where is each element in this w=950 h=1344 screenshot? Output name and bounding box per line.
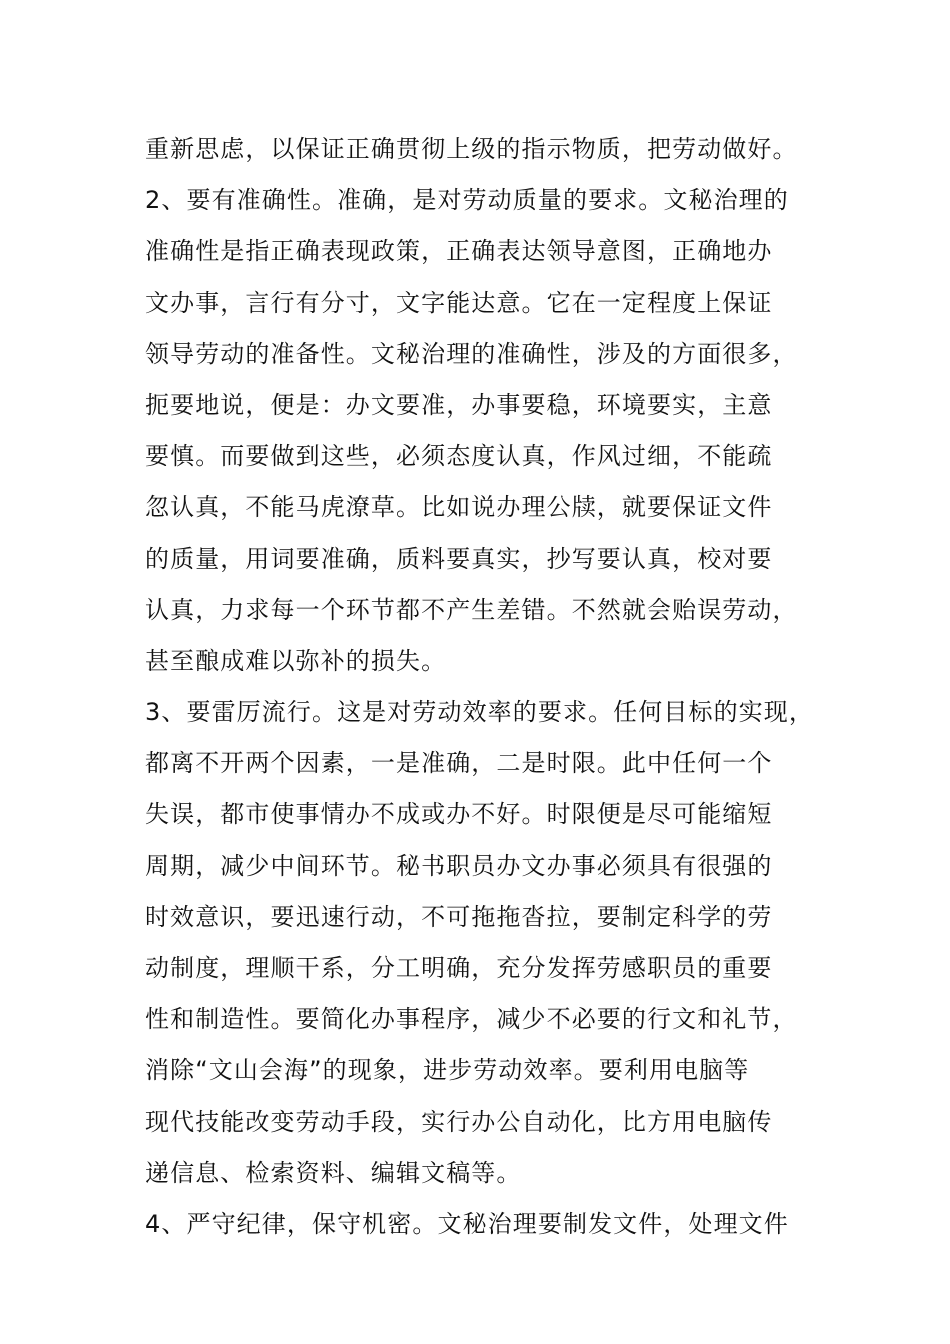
text-line: 都离不开两个因素，一是准确，二是时限。此中任何一个 xyxy=(145,749,773,778)
text-line: 扼要地说，便是：办文要准，办事要稳，环境要实，主意 xyxy=(145,390,773,419)
text-line: 忽认真，不能马虎潦草。比如说办理公牍，就要保证文件 xyxy=(145,493,773,522)
text-line: 时效意识，要迅速行动，不可拖拖沓拉，要制定科学的劳 xyxy=(145,902,773,931)
text-line: 领导劳动的准备性。文秘治理的准确性，涉及的方面很多， xyxy=(145,339,798,368)
text-line: 周期，减少中间环节。秘书职员办文办事必须具有很强的 xyxy=(145,851,773,880)
text-line: 的质量，用词要准确，质料要真实，抄写要认真，校对要 xyxy=(145,544,773,573)
text-line: 认真，力求每一个环节都不产生差错。不然就会贻误劳动， xyxy=(145,595,798,624)
text-line: 要慎。而要做到这些，必须态度认真，作风过细，不能疏 xyxy=(145,442,773,471)
text-line: 甚至酿成难以弥补的损失。 xyxy=(145,646,447,675)
text-line: 准确性是指正确表现政策，正确表达领导意图，正确地办 xyxy=(145,237,773,266)
document-body xyxy=(145,124,815,1250)
text-line: 现代技能改变劳动手段，实行办公自动化，比方用电脑传 xyxy=(145,1107,773,1136)
text-line: 动制度，理顺干系，分工明确，充分发挥劳感职员的重要 xyxy=(145,954,773,982)
text-line: 失误，都市使事情办不成或办不好。时限便是尽可能缩短 xyxy=(145,800,773,829)
text-line: 2、要有准确性。准确，是对劳动质量的要求。文秘治理的 xyxy=(145,186,789,215)
text-line: 重新思虑，以保证正确贯彻上级的指示物质，把劳动做好。 xyxy=(145,135,798,163)
text-line: 消除“文山会海”的现象，进步劳动效率。要利用电脑等 xyxy=(145,1056,750,1085)
text-line: 文办事，言行有分寸，文字能达意。它在一定程度上保证 xyxy=(145,288,773,317)
text-line: 3、要雷厉流行。这是对劳动效率的要求。任何目标的实现， xyxy=(145,698,814,727)
text-line: 4、严守纪律，保守机密。文秘治理要制发文件，处理文件 xyxy=(145,1209,789,1238)
text-line: 递信息、检索资料、编辑文稿等。 xyxy=(145,1158,522,1187)
text-line: 性和制造性。要简化办事程序，减少不必要的行文和礼节， xyxy=(145,1005,798,1034)
